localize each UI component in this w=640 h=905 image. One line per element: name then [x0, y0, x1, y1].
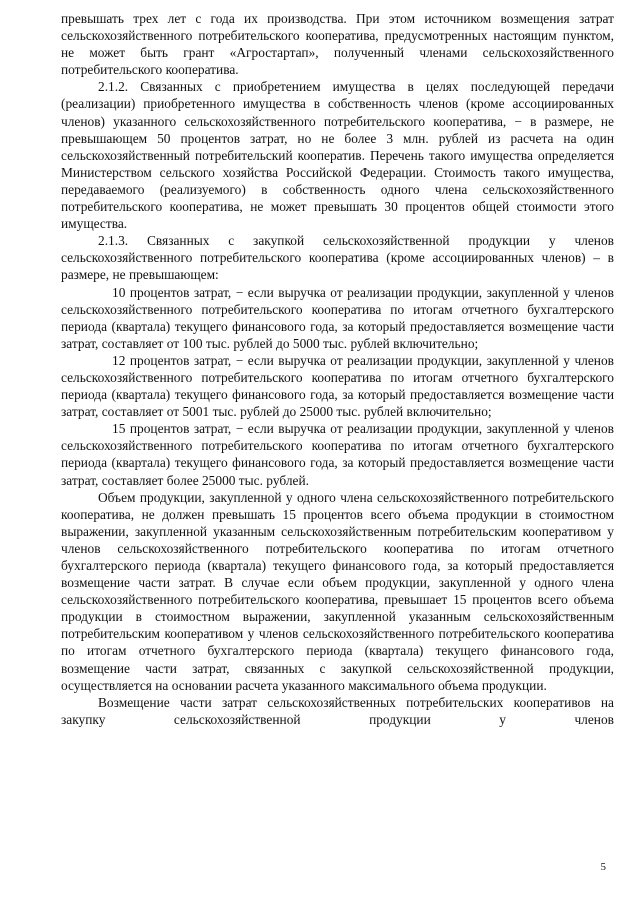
document-page [61, 10, 614, 728]
paragraph-10-percent: 10 процентов затрат, − если выручка от реализации продукции, закупленной у членов сельскохозяйственного потребительского кооператива по итогам отчетного бухгалтерского периода (квартала) текущего финансового года, за который предоставляется возмещение части затрат, составляет от 100 тыс. рублей до 5000 тыс. рублей включительно; [61, 284, 614, 351]
page-number: 5 [600, 861, 606, 873]
paragraph-12-percent: 12 процентов затрат, − если выручка от реализации продукции, закупленной у членов сельскохозяйственного потребительского кооператива по итогам отчетного бухгалтерского периода (квартала) текущего финансового года, за который предоставляется возмещение части затрат, составляет от 5001 тыс. рублей до 25000 тыс. рублей включительно; [61, 352, 614, 420]
paragraph-reimbursement: Возмещение части затрат сельскохозяйственных потребительских кооперативов на закупку сельскохозяйственной продукции у членов [61, 694, 614, 727]
paragraph-continuation: превышать трех лет с года их производства. При этом источником возмещения затрат сельскохозяйственного потребительского кооператива, предусмотренных настоящим пунктом, не может быть грант «Агростартап», полученный членами сельскохозяйственного потребительского кооператива. [61, 11, 614, 78]
paragraph-2-1-2: 2.1.2. Связанных с приобретением имущества в целях последующей передачи (реализации) приобретенного имущества в собственность членов (кроме ассоциированных членов) указанного сельскохозяйственного потребительского кооператива, − в размере, не превышающем 50 процентов затрат, но не более 3 млн. рублей из расчета на один сельскохозяйственный потребительский кооператив. Перечень такого имущества определяется Министерством сельского хозяйства Российской Федерации. Стоимость такого имущества, передаваемого (реализуемого) в собственность одного члена сельскохозяйственного потребительского кооператива, не может превышать 30 процентов общей стоимости этого имущества. [61, 79, 614, 232]
paragraph-2-1-3: 2.1.3. Связанных с закупкой сельскохозяйственной продукции у членов сельскохозяйственного потребительского кооператива (кроме ассоциированных членов) – в размере, не превышающем: [61, 233, 614, 283]
paragraph-15-percent: 15 процентов затрат, − если выручка от реализации продукции, закупленной у членов сельскохозяйственного потребительского кооператива по итогам отчетного бухгалтерского периода (квартала) текущего финансового года, за который предоставляется возмещение части затрат, составляет более 25000 тыс. рублей. [61, 421, 614, 488]
paragraph-volume-limit: Объем продукции, закупленной у одного члена сельскохозяйственного потребительского кооператива, не должен превышать 15 процентов всего объема продукции в стоимостном выражении, закупленной указанным сельскохозяйственным потребительским кооперативом у членов сельскохозяйственного потребительского кооператива по итогам отчетного бухгалтерского периода (квартала) текущего финансового года, за который предоставляется возмещение части затрат. В случае если объем продукции, закупленной у одного члена сельскохозяйственного потребительского кооператива, превышает 15 процентов всего объема продукции в стоимостном выражении, закупленной указанным сельскохозяйственным потребительским кооперативом у членов сельскохозяйственного потребительского кооператива по итогам отчетного бухгалтерского периода (квартала) текущего финансового года, возмещение части затрат, связанных с закупкой сельскохозяйственной продукции, осуществляется на основании расчета указанного максимального объема продукции. [61, 489, 614, 693]
